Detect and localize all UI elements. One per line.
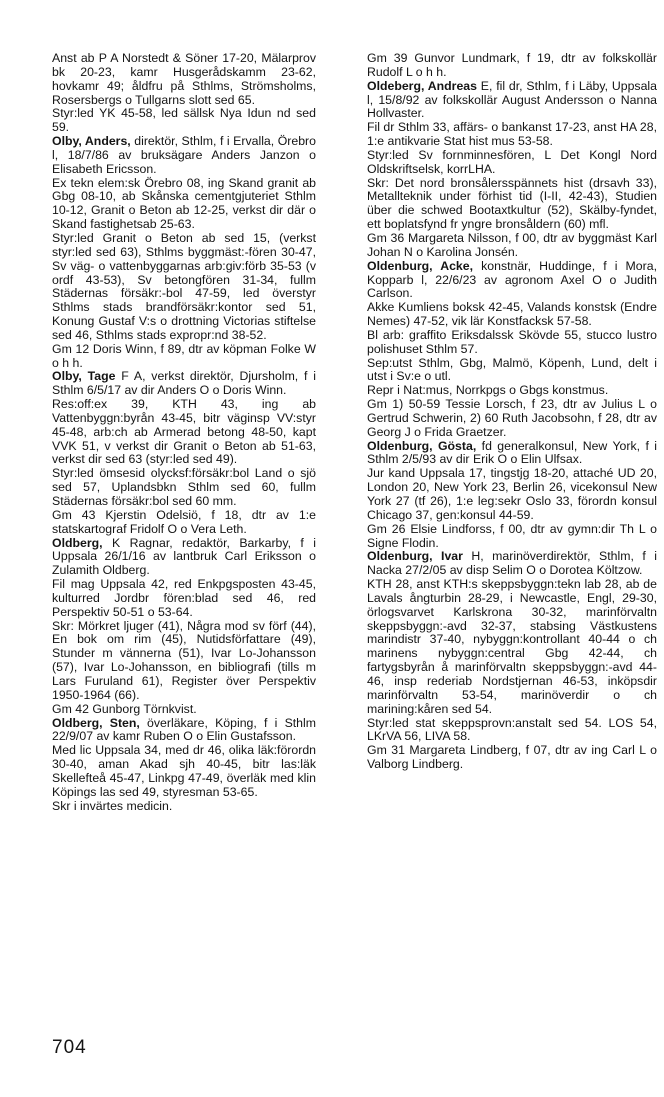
entry-paragraph [52, 703, 316, 717]
entry-paragraph [52, 232, 316, 343]
entry-text: Gm 39 Gunvor Lundmark, f 19, dtr av folkskollär Rudolf L o h h. [367, 51, 657, 79]
entry-paragraph [52, 398, 316, 467]
entry-text: fd generalkonsul, New York, f i Sthlm 2/5/93 av dir Erik O o Elin Ulfsax. [367, 438, 657, 467]
right-column [367, 52, 657, 772]
entry-paragraph [52, 107, 316, 135]
entry-text: Styr:led ömsesid olycksf:försäkr:bol Land o sjö sed 57, Uplandsbkn Sthlm sed 60, fullm Städernas försäkr:bol sed 60 mm. [52, 466, 316, 508]
entry-text: Gm 42 Gunborg Törnkvist. [52, 701, 197, 716]
entry-paragraph [52, 52, 316, 107]
entry-text: Res:off:ex 39, KTH 43, ing ab Vattenbyggn:byrån 43-45, bitr väginsp VV:styr 45-48, arb:ch ab Armerad betong 48-50, kapt VVK 51, v verkst dir Granit o Beton ab 51-63, verkst dir sed 63 (styr:led sed 49). [52, 397, 316, 467]
entry-paragraph [367, 149, 657, 177]
entry-text: Sep:utst Sthlm, Gbg, Malmö, Köpenh, Lund, delt i utst i Sv:e o utl. [367, 355, 657, 384]
entry-heading-paragraph [367, 80, 657, 122]
entry-text: K Ragnar, redaktör, Barkarby, f i Uppsala 26/1/16 av lantbruk Carl Eriksson o Zulamith Oldberg. [52, 535, 316, 578]
entry-name: Olby, Tage [52, 369, 116, 384]
entry-text: Styr:led Sv fornminnesfören, L Det Kongl Nord Oldskriftselsk, korrLHA. [367, 147, 657, 176]
entry-heading-paragraph [367, 260, 657, 302]
entry-heading-paragraph [367, 440, 657, 468]
entry-text: Styr:led Granit o Beton ab sed 15, (verkst styr:led sed 63), Sthlms byggmäst:-fören 30-47, Sv väg- o vattenbyggarnas arb:giv:förb 35-53 (v ordf 43-53), Sv betongfören 31-34, fullm Städernas försäkr:-bol 47-59, led överstyr Sthlms stads brandförsäkr:kontor sed 51, Konung Gustaf V:s o drottning Victorias stiftelse sed 46, Sthlms stads expropr:nd 38-52. [52, 230, 316, 342]
entry-text: Gm 1) 50-59 Tessie Lorsch, f 23, dtr av Julius L o Gertrud Schwerin, 2) 60 Ruth Jacobsohn, f 28, dtr av Georg J o Frida Graetzer. [367, 397, 657, 439]
entry-text: Repr i Nat:mus, Norrkpgs o Gbgs konstmus. [367, 383, 609, 398]
entry-name: Oldenburg, Gösta, [367, 438, 477, 453]
entry-text: Bl arb: graffito Eriksdalssk Skövde 55, stucco lustro polishuset Sthlm 57. [367, 327, 657, 356]
entry-paragraph [367, 717, 657, 745]
entry-paragraph [367, 232, 657, 260]
entry-text: Gm 26 Elsie Lindforss, f 00, dtr av gymn:dir Th L o Signe Flodin. [367, 521, 657, 550]
entry-heading-paragraph [52, 537, 316, 579]
entry-text: Gm 31 Margareta Lindberg, f 07, dtr av ing Carl L o Valborg Lindberg. [367, 743, 657, 772]
entry-text: Gm 43 Kjerstin Odelsiö, f 18, dtr av 1:e statskartograf Fridolf O o Vera Leth. [52, 507, 316, 536]
entry-name: Oldeberg, Andreas [367, 78, 477, 93]
entry-paragraph [367, 578, 657, 716]
entry-paragraph [367, 398, 657, 440]
entry-paragraph [367, 301, 657, 329]
entry-paragraph [367, 384, 657, 398]
entry-paragraph [52, 800, 316, 814]
entry-paragraph [52, 578, 316, 620]
entry-paragraph [367, 357, 657, 385]
entry-text: Skr i invärtes medicin. [52, 798, 173, 813]
entry-text: direktör, Sthlm, f i Ervalla, Örebro l, 18/7/86 av bruksägare Anders Janzon o Elisabeth Ericsson. [52, 134, 316, 176]
entry-paragraph [367, 467, 657, 522]
entry-text: F A, verkst direktör, Djursholm, f i Sthlm 6/5/17 av dir Anders O o Doris Winn. [52, 369, 316, 398]
entry-name: Oldberg, Sten, [52, 715, 140, 730]
entry-name: Olby, Anders, [52, 134, 131, 149]
entry-name: Oldenburg, Acke, [367, 258, 474, 273]
left-column [52, 52, 316, 813]
entry-text: KTH 28, anst KTH:s skeppsbyggn:tekn lab 28, ab de Lavals ångturbin 28-29, i Newcastle, Engl, 29-30, örlogsvarvet Karlskrona 30-32, marinförvaltn skeppsbyggn:-avd 32-37, stabsing Västkustens marindistr 37-40, nybyggn:kontrollant 40-44 o ch marinens nybyggn:central Gbg 42-44, ch fartygsbyrån å marinförvaltn skeppsbyggn:-avd 44-46, insp rederiab Nordstjernan 46-53, inköpsdir marinförvaltn 53-54, marinöverdir o ch marining:kåren sed 54. [367, 577, 657, 716]
entry-text: H, marinöverdirektör, Sthlm, f i Nacka 27/2/05 av disp Selim O o Dorotea Költzow. [367, 549, 657, 578]
entry-text: E, fil dr, Sthlm, f i Läby, Uppsala l, 15/8/92 av folkskollär August Andersson o Nanna Hollvaster. [367, 78, 657, 121]
entry-heading-paragraph [52, 370, 316, 398]
entry-paragraph [367, 121, 657, 149]
entry-paragraph [367, 52, 657, 80]
entry-text: konstnär, Huddinge, f i Mora, Kopparb l, 22/6/23 av agronom Axel O o Judith Carlson. [367, 258, 657, 301]
entry-text: överläkare, Köping, f i Sthlm 22/9/07 av kamr Ruben O o Elin Gustafsson. [52, 715, 317, 744]
entry-text: Jur kand Uppsala 17, tingstjg 18-20, attaché UD 20, London 20, New York 23, Berlin 26, vicekonsul New York 27 (tf 26), 1:e leg:sekr Oslo 33, förordn konsul Chicago 37, gen:konsul 44-59. [367, 466, 657, 522]
entry-paragraph [367, 523, 657, 551]
entry-text: Skr: Mörkret ljuger (41), Några mod sv förf (44), En bok om rim (45), Nutidsförfattare (49), Stunder m vännerna (51), Ivar Lo-Johansson (57), Ivar Lo-Johansson, en bibliografi (tills m Lars Furuland 61), Register över Perspektiv 1950-1964 (66). [52, 618, 316, 702]
entry-paragraph [367, 744, 657, 772]
entry-text: Akke Kumliens boksk 42-45, Valands konstsk (Endre Nemes) 47-52, vik lär Konstfacksk 57-58. [367, 300, 657, 329]
page-number: 704 [52, 1037, 87, 1058]
entry-text: Styr:led stat skeppsprovn:anstalt sed 54. LOS 54, LKrVA 56, LIVA 58. [367, 715, 657, 744]
entry-heading-paragraph [52, 717, 316, 745]
entry-text: Styr:led YK 45-58, led sällsk Nya Idun nd sed 59. [52, 106, 316, 135]
entry-paragraph [52, 177, 316, 232]
entry-name: Oldberg, [52, 535, 103, 550]
entry-paragraph [367, 177, 657, 232]
entry-paragraph [52, 467, 316, 509]
entry-text: Gm 12 Doris Winn, f 89, dtr av köpman Folke W o h h. [52, 341, 316, 370]
entry-text: Fil dr Sthlm 33, affärs- o bankanst 17-23, anst HA 28, 1:e antikvarie Stat hist mus 53-58. [367, 120, 657, 149]
entry-heading-paragraph [52, 135, 316, 177]
entry-name: Oldenburg, Ivar [367, 549, 463, 564]
entry-paragraph [52, 509, 316, 537]
entry-paragraph [52, 343, 316, 371]
entry-paragraph [52, 744, 316, 799]
entry-text: Gm 36 Margareta Nilsson, f 00, dtr av byggmäst Karl Johan N o Karolina Jonsén. [367, 230, 657, 259]
entry-text: Anst ab P A Norstedt & Söner 17-20, Mälarprov bk 20-23, kamr Husgerådskamm 23-62, hovkamr 49; åldfru på Sthlms, Strömsholms, Rosersbergs o Tullgarns slott sed 65. [52, 51, 316, 107]
entry-heading-paragraph [367, 550, 657, 578]
entry-text: Ex tekn elem:sk Örebro 08, ing Skand granit ab Gbg 08-10, ab Skånska cementgjuteriet Sthlm 10-12, Granit o Beton ab 12-25, verkst dir där o Skand fastighetsab 25-63. [52, 175, 316, 232]
entry-paragraph [52, 620, 316, 703]
entry-text: Fil mag Uppsala 42, red Enkpgsposten 43-45, kulturred Jordbr fören:blad sed 46, red Perspektiv 50-51 o 53-64. [52, 577, 316, 619]
entry-text: Med lic Uppsala 34, med dr 46, olika läk:förordn 30-40, aman Akad sjh 40-45, bitr las:läk Skellefteå 45-47, Linkpg 47-49, överläk med klin Köpings las sed 49, styresman 53-65. [52, 743, 316, 799]
entry-paragraph [367, 329, 657, 357]
entry-text: Skr: Det nord bronsålersspännets hist (drsavh 33), Metallteknik under förhist tid (I-II, 42-43), Studien über die schwed Bootaxtkultur (52), Skälby-fyndet, ett boplatsfynd fr yngre bronsåldern (60) mfl. [367, 175, 657, 232]
